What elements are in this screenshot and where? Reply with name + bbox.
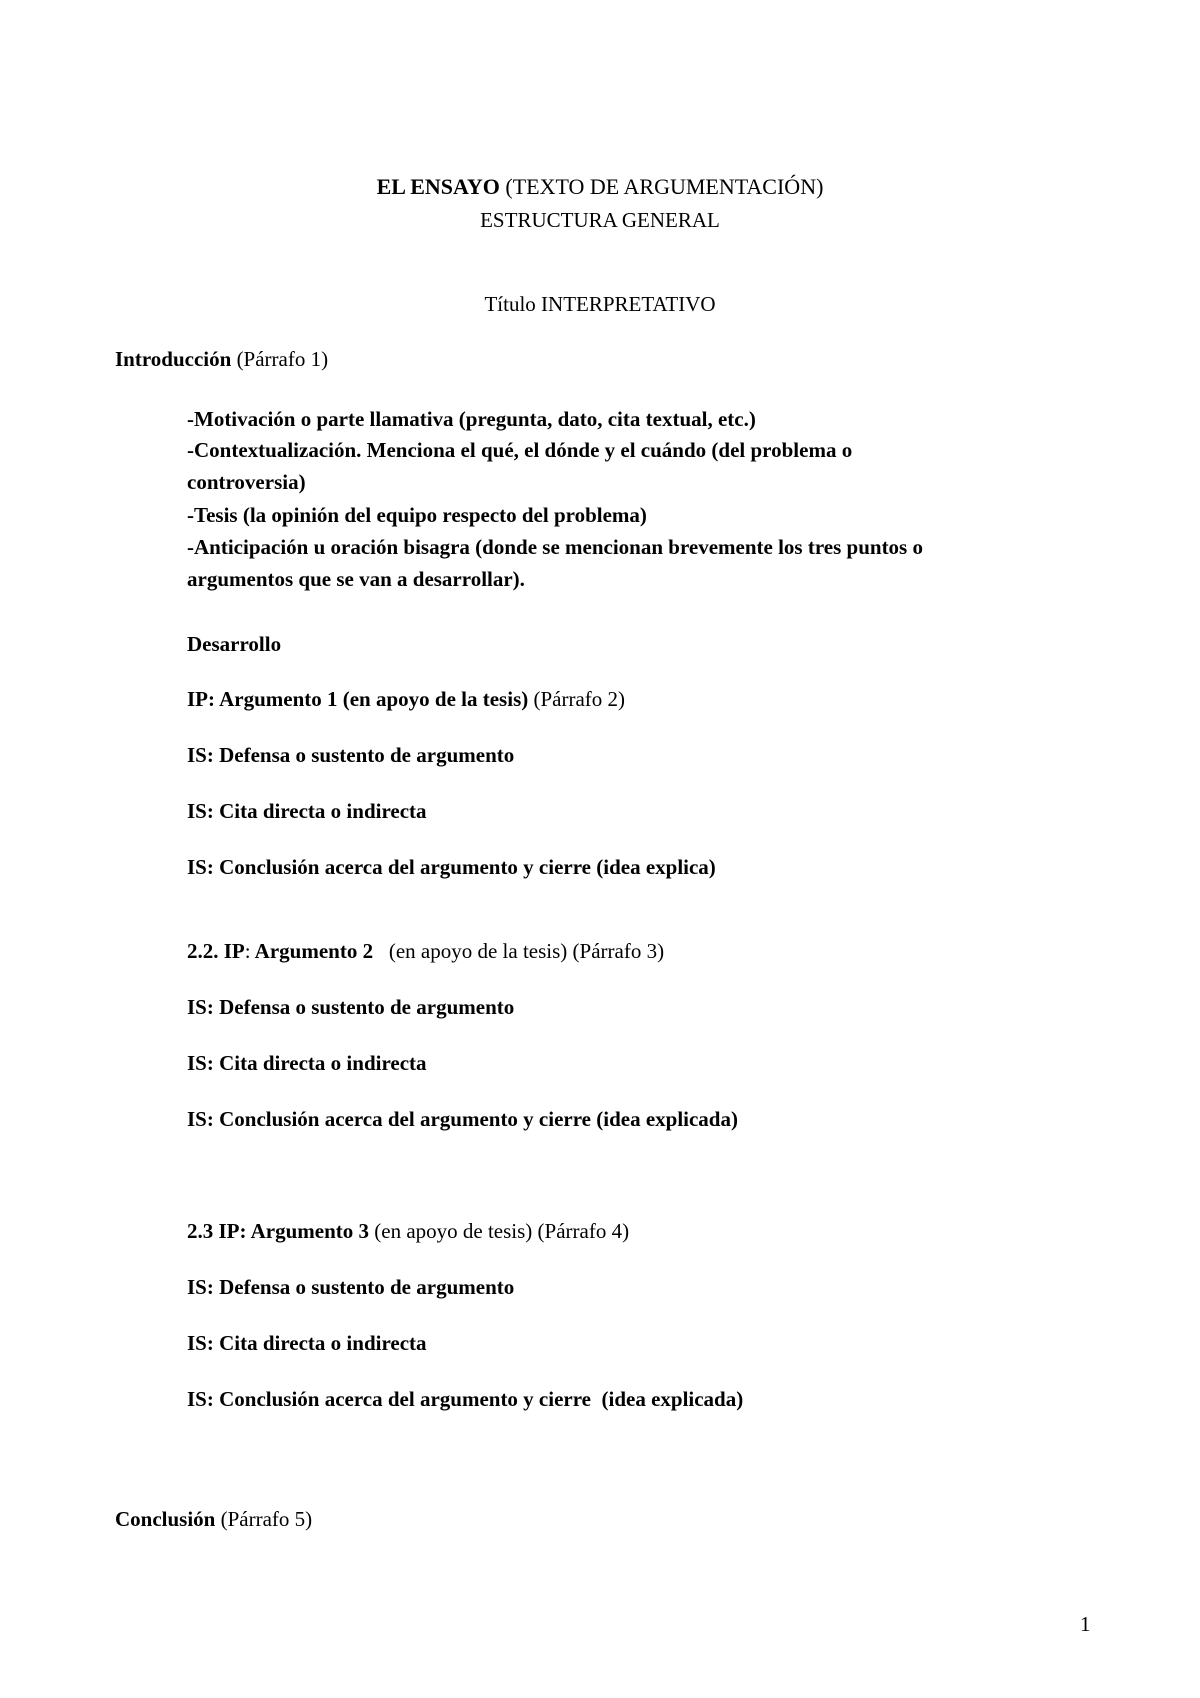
argumento-3-head: 2.3 IP: Argumento 3 bbox=[187, 1219, 369, 1243]
conclusion-heading bbox=[115, 1509, 312, 1530]
intro-item: -Tesis (la opinión del equipo respecto del problema) bbox=[187, 503, 647, 527]
title-bold: EL ENSAYO bbox=[376, 174, 500, 199]
intro-item: -Anticipación u oración bisagra (donde se mencionan brevemente los tres puntos o bbox=[187, 535, 923, 559]
document-title bbox=[0, 176, 1200, 198]
introduccion-heading bbox=[115, 349, 328, 370]
argumento-3-heading bbox=[187, 1221, 629, 1242]
argumento-3-item: IS: Conclusión acerca del argumento y cierre (idea explicada) bbox=[187, 1387, 744, 1411]
argumento-1-ref: (Párrafo 2) bbox=[528, 687, 626, 711]
desarrollo-heading: Desarrollo bbox=[187, 632, 282, 656]
page-number: 1 bbox=[1080, 1612, 1091, 1636]
argumento-2-ip: IP bbox=[218, 939, 245, 963]
argumento-2-item: IS: Defensa o sustento de argumento bbox=[187, 995, 515, 1019]
conclusion-ref: (Párrafo 5) bbox=[215, 1507, 313, 1531]
argumento-3-item: IS: Defensa o sustento de argumento bbox=[187, 1275, 515, 1299]
argumento-1-item: IS: Defensa o sustento de argumento bbox=[187, 743, 515, 767]
introduccion-ref: (Párrafo 1) bbox=[231, 347, 329, 371]
argumento-1-head: IP: Argumento 1 (en apoyo de la tesis) bbox=[187, 687, 529, 711]
title-rest: (TEXTO DE ARGUMENTACIÓN) bbox=[499, 174, 824, 199]
argumento-3-ref: (en apoyo de tesis) (Párrafo 4) bbox=[369, 1219, 630, 1243]
argumento-2-item: IS: Cita directa o indirecta bbox=[187, 1051, 427, 1075]
introduccion-label: Introducción bbox=[115, 347, 232, 371]
argumento-1-heading bbox=[187, 689, 625, 710]
intro-item: argumentos que se van a desarrollar). bbox=[187, 567, 525, 591]
argumento-2-item: IS: Conclusión acerca del argumento y cierre (idea explicada) bbox=[187, 1107, 738, 1131]
argumento-2-arg: Argumento 2 bbox=[250, 939, 374, 963]
argumento-3-item: IS: Cita directa o indirecta bbox=[187, 1331, 427, 1355]
argumento-2-ref: (en apoyo de la tesis) (Párrafo 3) bbox=[373, 939, 665, 963]
argumento-1-item: IS: Conclusión acerca del argumento y cierre (idea explica) bbox=[187, 855, 716, 879]
intro-item: -Contextualización. Menciona el qué, el dónde y el cuándo (del problema o bbox=[187, 438, 853, 462]
argumento-2-colon: : bbox=[244, 939, 251, 963]
titulo-interpretativo: Título INTERPRETATIVO bbox=[484, 292, 716, 316]
conclusion-label: Conclusión bbox=[115, 1507, 216, 1531]
intro-item: -Motivación o parte llamativa (pregunta, dato, cita textual, etc.) bbox=[187, 407, 756, 431]
argumento-2-heading bbox=[187, 941, 664, 962]
intro-item: controversia) bbox=[187, 470, 306, 494]
document-subtitle: ESTRUCTURA GENERAL bbox=[480, 208, 720, 232]
argumento-2-num: 2.2. bbox=[187, 939, 219, 963]
argumento-1-item: IS: Cita directa o indirecta bbox=[187, 799, 427, 823]
